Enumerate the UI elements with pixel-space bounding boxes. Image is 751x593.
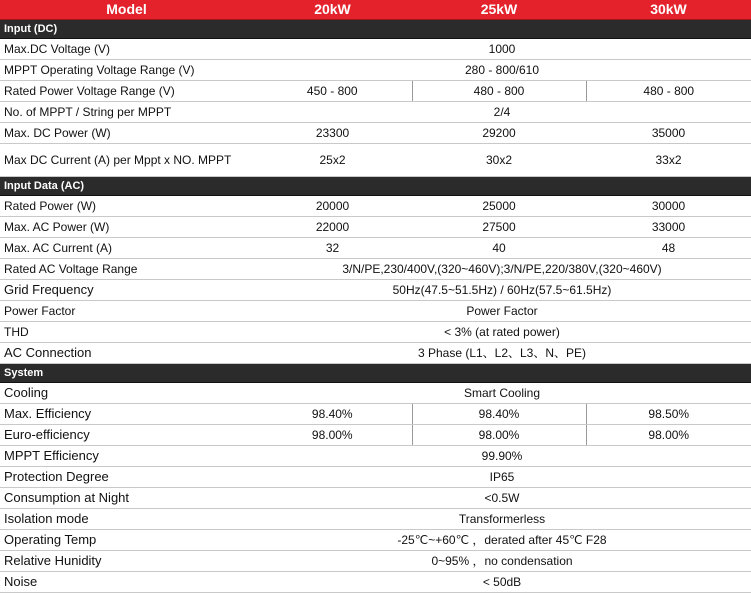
section-input-dc — [0, 20, 751, 39]
row-rated-power-range — [0, 81, 751, 102]
cell-30kw: 33x2 — [586, 144, 751, 177]
cell-25kw: 98.40% — [412, 404, 586, 425]
row-rated-power — [0, 196, 751, 217]
cell-25kw: 27500 — [412, 217, 586, 238]
row-label: Max. AC Current (A) — [0, 238, 253, 259]
row-label: MPPT Efficiency — [0, 446, 253, 467]
row-label: Max DC Current (A) per Mppt x NO. MPPT — [0, 144, 253, 177]
row-max-ac-current — [0, 238, 751, 259]
section-title: Input (DC) — [0, 20, 751, 39]
row-power-factor — [0, 301, 751, 322]
cell-20kw: 32 — [253, 238, 412, 259]
section-input-ac — [0, 177, 751, 196]
row-value: < 3% (at rated power) — [253, 322, 751, 343]
row-max-dc-voltage — [0, 39, 751, 60]
row-max-dc-power — [0, 123, 751, 144]
cell-30kw: 98.00% — [586, 425, 751, 446]
row-label: Operating Temp — [0, 530, 253, 551]
row-label: Relative Hunidity — [0, 551, 253, 572]
row-label: Rated Power Voltage Range (V) — [0, 81, 253, 102]
row-value: 2/4 — [253, 102, 751, 123]
header-row — [0, 0, 751, 20]
cell-20kw: 25x2 — [253, 144, 412, 177]
cell-30kw: 35000 — [586, 123, 751, 144]
cell-25kw: 40 — [412, 238, 586, 259]
cell-20kw: 98.00% — [253, 425, 412, 446]
row-label: AC Connection — [0, 343, 253, 364]
row-mppt-range — [0, 60, 751, 81]
row-label: Euro-efficiency — [0, 425, 253, 446]
row-label: Noise — [0, 572, 253, 593]
row-value: Transformerless — [253, 509, 751, 530]
row-rated-ac-voltage — [0, 259, 751, 280]
section-title: Input Data (AC) — [0, 177, 751, 196]
row-value: IP65 — [253, 467, 751, 488]
cell-30kw: 480 - 800 — [586, 81, 751, 102]
row-label: Consumption at Night — [0, 488, 253, 509]
col-header-20kw: 20kW — [253, 0, 412, 20]
row-label: Isolation mode — [0, 509, 253, 530]
row-value: < 50dB — [253, 572, 751, 593]
row-value: 1000 — [253, 39, 751, 60]
row-label: Max. AC Power (W) — [0, 217, 253, 238]
cell-30kw: 98.50% — [586, 404, 751, 425]
row-value: 280 - 800/610 — [253, 60, 751, 81]
cell-20kw: 98.40% — [253, 404, 412, 425]
row-label: Max. Efficiency — [0, 404, 253, 425]
row-value: -25℃~+60℃ ，derated after 45℃ F28 — [253, 530, 751, 551]
row-euro-efficiency — [0, 425, 751, 446]
row-value: 50Hz(47.5~51.5Hz) / 60Hz(57.5~61.5Hz) — [253, 280, 751, 301]
row-thd — [0, 322, 751, 343]
row-max-efficiency — [0, 404, 751, 425]
row-value: Power Factor — [253, 301, 751, 322]
row-ac-connection — [0, 343, 751, 364]
row-label: Max. DC Power (W) — [0, 123, 253, 144]
cell-30kw: 48 — [586, 238, 751, 259]
row-label: Max.DC Voltage (V) — [0, 39, 253, 60]
col-header-25kw: 25kW — [412, 0, 586, 20]
model-header: Model — [0, 0, 253, 20]
row-label: Rated Power (W) — [0, 196, 253, 217]
row-mppt-efficiency — [0, 446, 751, 467]
row-label: No. of MPPT / String per MPPT — [0, 102, 253, 123]
cell-30kw: 33000 — [586, 217, 751, 238]
section-title: System — [0, 364, 751, 383]
cell-20kw: 22000 — [253, 217, 412, 238]
row-value: Smart Cooling — [253, 383, 751, 404]
row-label: Rated AC Voltage Range — [0, 259, 253, 280]
cell-20kw: 450 - 800 — [253, 81, 412, 102]
row-max-ac-power — [0, 217, 751, 238]
row-label: Protection Degree — [0, 467, 253, 488]
section-system — [0, 364, 751, 383]
row-label: Power Factor — [0, 301, 253, 322]
col-header-30kw: 30kW — [586, 0, 751, 20]
row-value: 3 Phase (L1、L2、L3、N、PE) — [253, 343, 751, 364]
row-operating-temp — [0, 530, 751, 551]
cell-20kw: 20000 — [253, 196, 412, 217]
row-label: Grid Frequency — [0, 280, 253, 301]
row-noise — [0, 572, 751, 593]
row-grid-frequency — [0, 280, 751, 301]
row-max-dc-current — [0, 144, 751, 177]
row-protection-degree — [0, 467, 751, 488]
cell-25kw: 29200 — [412, 123, 586, 144]
row-mppt-count — [0, 102, 751, 123]
cell-30kw: 30000 — [586, 196, 751, 217]
cell-25kw: 30x2 — [412, 144, 586, 177]
row-isolation-mode — [0, 509, 751, 530]
cell-25kw: 480 - 800 — [412, 81, 586, 102]
row-value: <0.5W — [253, 488, 751, 509]
row-label: MPPT Operating Voltage Range (V) — [0, 60, 253, 81]
row-label: Cooling — [0, 383, 253, 404]
row-cooling — [0, 383, 751, 404]
row-value: 0~95% ，no condensation — [253, 551, 751, 572]
row-relative-humidity — [0, 551, 751, 572]
row-consumption-night — [0, 488, 751, 509]
row-value: 3/N/PE,230/400V,(320~460V);3/N/PE,220/380V,(320~460V) — [253, 259, 751, 280]
cell-25kw: 98.00% — [412, 425, 586, 446]
cell-20kw: 23300 — [253, 123, 412, 144]
row-label: THD — [0, 322, 253, 343]
cell-25kw: 25000 — [412, 196, 586, 217]
row-value: 99.90% — [253, 446, 751, 467]
